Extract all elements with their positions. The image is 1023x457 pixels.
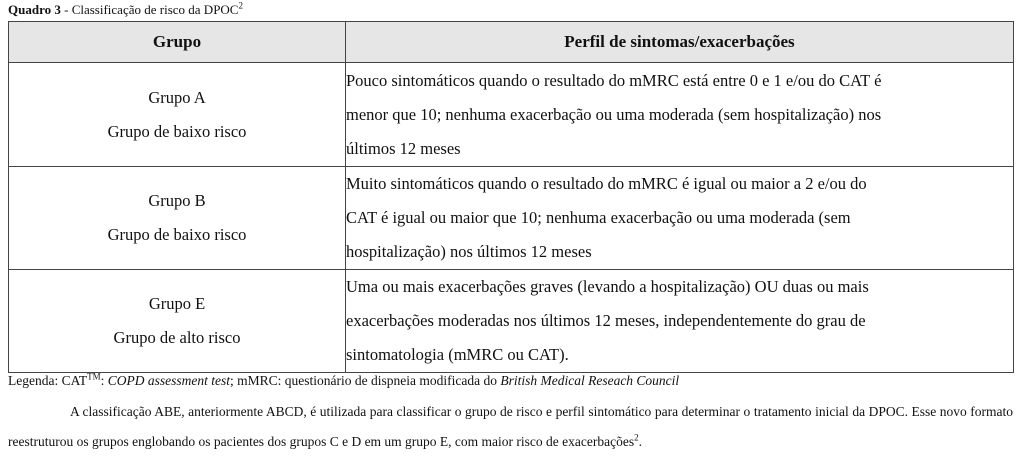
group-risk: Grupo de baixo risco	[107, 225, 247, 244]
legend-cat-full: COPD assessment test	[107, 373, 230, 388]
profile-line: sintomatologia (mMRC ou CAT).	[346, 345, 569, 364]
profile-cell	[346, 167, 1014, 270]
profile-line: exacerbações moderadas nos últimos 12 meses, independentemente do grau de	[346, 311, 866, 330]
paragraph-text: A classificação ABE, anteriormente ABCD, é utilizada para classificar o grupo de risco e perfil sintomático para determinar o tratamento inicial da DPOC. Esse novo formato reestruturou os grupos englobando os pacientes dos grupos C e D em um grupo E, com maior risco de exacerbações	[8, 404, 1013, 449]
caption-ref: 2	[238, 0, 243, 11]
table-row	[9, 167, 1014, 270]
paragraph-end: .	[638, 434, 642, 449]
header-grupo: Grupo	[9, 22, 346, 63]
group-cell	[9, 63, 346, 167]
group-risk: Grupo de alto risco	[113, 328, 241, 347]
caption-text: - Classificação de risco da DPOC	[60, 2, 239, 17]
table-row	[9, 270, 1014, 373]
legend-prefix: Legenda: CAT	[8, 373, 88, 388]
header-perfil: Perfil de sintomas/exacerbações	[346, 22, 1014, 63]
group-cell	[9, 270, 346, 373]
profile-line: menor que 10; nenhuma exacerbação ou uma moderada (sem hospitalização) nos	[346, 105, 882, 124]
table-legend	[8, 372, 679, 390]
group-name: Grupo E	[148, 294, 206, 313]
legend-council: British Medical Reseach Council	[500, 373, 680, 388]
paragraph-ref: 2	[634, 432, 639, 443]
group-cell	[9, 167, 346, 270]
risk-classification-table	[8, 21, 1014, 373]
group-name: Grupo A	[148, 87, 206, 107]
table-row	[9, 63, 1014, 167]
profile-cell	[346, 270, 1014, 373]
profile-line: Pouco sintomáticos quando o resultado do mMRC está entre 0 e 1 e/ou do CAT é	[346, 71, 882, 90]
table-caption	[8, 2, 243, 18]
profile-line: Uma ou mais exacerbações graves (levando a hospitalização) OU duas ou mais	[346, 277, 869, 296]
profile-line: hospitalização) nos últimos 12 meses	[346, 242, 592, 261]
profile-line: CAT é igual ou maior que 10; nenhuma exacerbação ou uma moderada (sem	[346, 208, 851, 227]
group-risk: Grupo de baixo risco	[107, 121, 247, 141]
profile-line: últimos 12 meses	[346, 139, 461, 158]
group-name: Grupo B	[148, 191, 206, 210]
trademark: TM	[87, 371, 101, 382]
legend-mid: ; mMRC: questionário de dispneia modificada do	[230, 373, 501, 388]
legend-sep: :	[100, 373, 108, 388]
table-header-row	[9, 22, 1014, 63]
caption-label: Quadro 3	[8, 2, 61, 17]
profile-line: Muito sintomáticos quando o resultado do mMRC é igual ou maior a 2 e/ou do	[346, 174, 867, 193]
body-paragraph	[8, 397, 1013, 457]
profile-cell	[346, 63, 1014, 167]
